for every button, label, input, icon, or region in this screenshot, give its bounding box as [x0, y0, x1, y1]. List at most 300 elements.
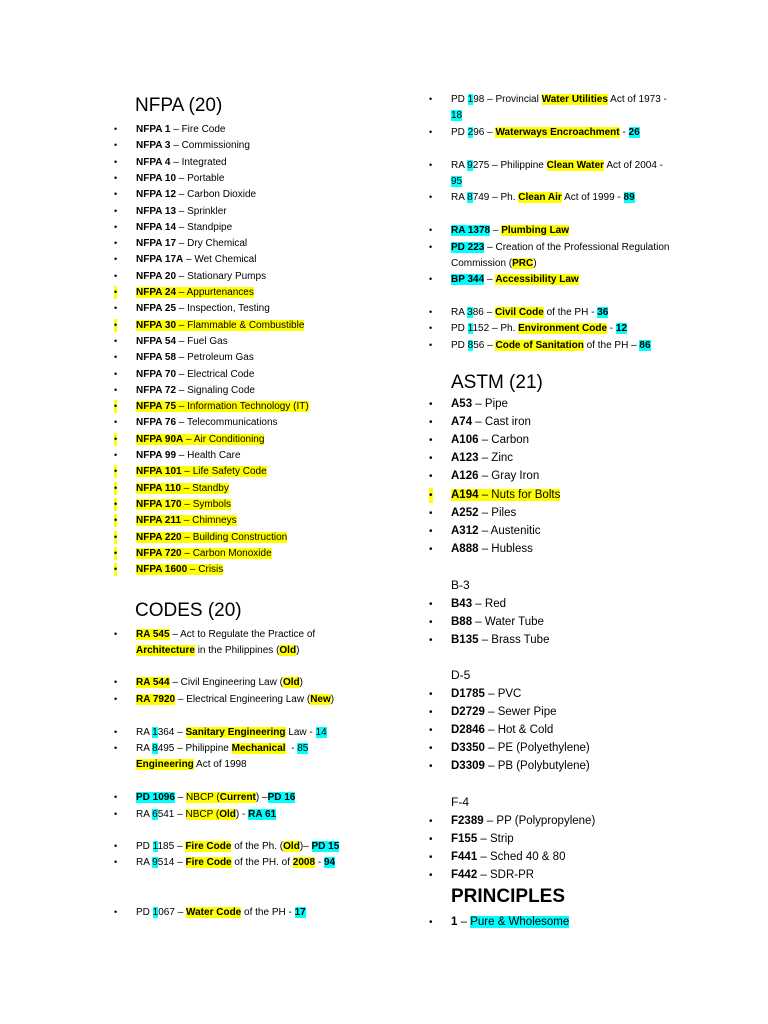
dash: – — [478, 524, 491, 537]
bullet-icon: • — [429, 761, 433, 772]
highlight: Water Code — [186, 907, 242, 918]
code-label: NFPA 25 — [136, 303, 177, 315]
list-item — [114, 302, 270, 315]
desc: Telecommunications — [186, 417, 278, 429]
dash: – — [187, 564, 199, 576]
dash: – — [478, 470, 492, 483]
bullet-icon: • — [114, 401, 118, 412]
bullet-icon: • — [114, 482, 118, 493]
list-item-content — [136, 222, 232, 233]
bullet-icon: • — [429, 852, 433, 863]
bullet-icon: • — [429, 160, 433, 170]
list-item — [429, 615, 544, 630]
desc: Crisis — [198, 564, 224, 576]
bullet-icon: • — [114, 498, 118, 509]
code-label: D1785 — [451, 688, 485, 700]
list-item-content — [136, 434, 264, 445]
dash: – — [176, 287, 187, 298]
desc: Pure & Wholesome — [470, 916, 570, 928]
code-label: BP 344 — [451, 274, 485, 285]
highlight: Clean Water — [546, 160, 605, 171]
list-item — [429, 687, 522, 702]
digit-highlight: 2 — [467, 127, 474, 138]
bullet-icon: • — [114, 303, 118, 314]
dash: – — [484, 760, 498, 772]
list-item-content — [136, 401, 309, 412]
prefix: PD — [451, 94, 468, 105]
list-item — [114, 188, 257, 201]
desc: Act to Regulate the Practice of — [180, 629, 316, 640]
code-label: F2389 — [451, 815, 484, 827]
dash: – — [170, 124, 182, 135]
number-highlight: 12 — [615, 323, 628, 334]
prefix: PD — [451, 323, 468, 334]
code-label: RA 545 — [136, 629, 170, 640]
prefix: PD — [136, 907, 153, 918]
bullet-icon: • — [114, 450, 118, 460]
bullet-icon: • — [429, 274, 433, 284]
desc: - — [609, 323, 614, 334]
list-item-content — [136, 564, 223, 575]
dash: – — [176, 270, 188, 282]
list-item-content — [451, 489, 560, 501]
desc: Sched 40 & 80 — [490, 851, 566, 863]
bullet-icon: • — [429, 453, 433, 465]
desc: Zinc — [491, 452, 514, 465]
list-item — [114, 384, 255, 397]
digits: 86 — [472, 307, 484, 318]
bullet-icon: • — [429, 725, 433, 736]
desc: Fuel Gas — [187, 335, 228, 347]
code-label: RA 1378 — [451, 225, 491, 236]
bullet-icon: • — [114, 335, 118, 346]
code-label: F442 — [451, 869, 478, 881]
number-highlight: 17 — [294, 907, 306, 918]
list-item-continuation — [136, 644, 299, 657]
desc: PB (Polybutylene) — [497, 760, 590, 772]
desc: Civil Engineering Law ( — [180, 677, 283, 688]
desc: Creation of the Professional Regulation — [495, 242, 670, 253]
highlight: NBCP ( — [185, 809, 220, 820]
bullet-icon: • — [429, 127, 433, 137]
bullet-icon: • — [429, 707, 433, 718]
desc: - — [622, 127, 626, 138]
digit-highlight: 1 — [467, 94, 474, 105]
code-label: NFPA 220 — [136, 531, 182, 543]
list-item — [429, 597, 507, 612]
bullet-icon: • — [114, 368, 118, 379]
list-item — [114, 416, 278, 429]
dash: – — [478, 452, 492, 465]
code-label: A194 — [451, 488, 479, 501]
list-item — [429, 524, 541, 539]
dash: – — [176, 205, 188, 217]
dash: – — [181, 547, 193, 559]
digits: 56 — [473, 340, 485, 351]
list-item — [429, 451, 514, 466]
prefix: RA — [451, 307, 468, 318]
desc: ) — [533, 258, 537, 269]
list-item — [114, 449, 241, 462]
highlight: Accessibility Law — [495, 274, 579, 285]
bullet-icon: • — [114, 433, 118, 444]
dash: – — [174, 907, 187, 918]
list-item-content — [451, 724, 553, 736]
desc: Act of 1973 - — [610, 94, 667, 105]
list-item — [114, 286, 254, 299]
list-item-content — [136, 385, 255, 396]
list-item — [429, 306, 609, 319]
list-item — [114, 205, 227, 218]
list-item — [114, 319, 305, 332]
dash: – — [472, 398, 485, 410]
desc: Austenitic — [490, 524, 541, 537]
list-item-content — [136, 417, 278, 428]
list-item — [429, 705, 557, 720]
number-highlight: 94 — [323, 857, 336, 868]
prefix: PD — [136, 841, 153, 852]
list-item — [114, 563, 224, 576]
prefix: RA — [451, 160, 468, 171]
list-item — [114, 531, 288, 544]
number-highlight: RA 61 — [248, 809, 277, 820]
desc: Information Technology (IT) — [187, 401, 309, 413]
highlight: Architecture — [136, 645, 195, 656]
bullet-icon: • — [429, 507, 433, 519]
desc: Electrical Engineering Law ( — [186, 694, 311, 705]
dash: – — [484, 127, 496, 138]
list-item-content — [136, 320, 304, 331]
highlight: PRC — [512, 258, 534, 269]
dash: – — [169, 629, 181, 640]
bullet-icon: • — [429, 399, 433, 410]
dash: – — [176, 335, 188, 347]
highlight: NBCP ( — [186, 792, 220, 803]
list-item — [429, 433, 530, 448]
dash: – — [174, 809, 186, 820]
dash: – — [176, 221, 188, 233]
code-label: NFPA 90A — [136, 433, 184, 445]
desc: Gray Iron — [491, 470, 540, 483]
number-highlight: 95 — [451, 176, 463, 187]
list-item-content — [136, 336, 228, 347]
dash: – — [181, 515, 193, 527]
list-item-content — [136, 466, 267, 477]
code-label: A126 — [451, 470, 479, 483]
list-item-content — [451, 598, 506, 610]
desc: Sewer Pipe — [497, 706, 557, 718]
bullet-icon: • — [429, 543, 433, 555]
code-label: A312 — [451, 524, 479, 537]
dash: – — [183, 254, 195, 266]
bullet-icon: • — [114, 515, 118, 526]
list-item-content — [451, 706, 557, 718]
dash: – — [489, 160, 501, 171]
code-label: A106 — [451, 434, 479, 447]
bullet-icon: • — [114, 140, 118, 151]
desc: Carbon Monoxide — [192, 547, 272, 559]
bullet-icon: • — [114, 629, 118, 639]
desc: Flammable & Combustible — [187, 319, 305, 331]
desc: Carbon Dioxide — [187, 189, 257, 201]
list-item-continuation — [451, 175, 462, 188]
list-item-content — [451, 851, 565, 863]
astm-f-subheading: F-4 — [451, 795, 469, 809]
highlight: Sanitary Engineering — [185, 727, 286, 738]
dash: – — [472, 616, 485, 628]
dash: – — [181, 498, 193, 510]
list-item — [429, 339, 651, 352]
dash: – — [472, 416, 485, 429]
digit-highlight: 9 — [467, 160, 473, 171]
code-label: B135 — [451, 634, 479, 646]
digits: 364 — [157, 727, 175, 738]
bullet-icon: • — [114, 270, 118, 281]
dash: – — [174, 743, 186, 754]
bullet-icon: • — [114, 531, 118, 542]
dash: – — [169, 677, 181, 688]
digit-highlight: 8 — [152, 743, 158, 754]
code-label: NFPA 13 — [136, 205, 177, 217]
bullet-icon: • — [429, 225, 433, 235]
desc: Stationary Pumps — [187, 270, 267, 282]
list-item — [429, 488, 561, 503]
digit-highlight: 8 — [467, 340, 474, 351]
list-item — [114, 253, 257, 266]
astm-d-subheading: D-5 — [451, 668, 471, 682]
desc: of the PH - — [546, 307, 595, 318]
desc: Building Construction — [192, 531, 288, 543]
desc: Act of 1998 — [196, 759, 247, 770]
code-label: NFPA 1 — [136, 124, 171, 135]
highlight: Fire Code — [185, 841, 232, 852]
digits: 749 — [472, 192, 490, 203]
dash: – — [174, 841, 186, 852]
dash: – — [174, 857, 186, 868]
code-label: NFPA 58 — [136, 352, 177, 364]
code-label: 1 — [451, 916, 458, 928]
highlight: Plumbing Law — [501, 225, 570, 236]
list-item — [114, 498, 232, 511]
bullet-icon: • — [429, 599, 433, 610]
list-item-content — [451, 916, 569, 928]
list-item — [429, 814, 596, 829]
bullet-icon: • — [429, 435, 433, 447]
desc: Brass Tube — [491, 634, 550, 646]
number-highlight: 89 — [623, 192, 635, 203]
desc: Act of 1999 - — [564, 192, 621, 203]
dash: – — [484, 706, 498, 718]
dash: – — [176, 384, 188, 396]
dash: – — [478, 542, 492, 555]
dash: – — [176, 189, 188, 201]
bullet-icon: • — [114, 384, 118, 395]
code-label: NFPA 101 — [136, 466, 182, 478]
list-item — [114, 791, 296, 804]
list-item-content — [136, 515, 237, 526]
list-item-content — [451, 634, 549, 646]
dash: – — [170, 140, 182, 152]
code-label: B88 — [451, 616, 473, 628]
desc: Water Tube — [484, 616, 544, 628]
list-item-content — [451, 525, 541, 537]
code-label: NFPA 12 — [136, 189, 177, 201]
list-item-continuation — [136, 758, 247, 771]
astm-heading: ASTM (21) — [451, 372, 543, 393]
code-label: NFPA 72 — [136, 384, 177, 396]
desc: Ph. — [500, 192, 516, 203]
digit-highlight: 6 — [152, 809, 158, 820]
digits: 541 — [157, 809, 175, 820]
prefix: RA — [136, 727, 153, 738]
highlight: Old — [219, 809, 236, 820]
code-label: NFPA 110 — [136, 482, 182, 494]
list-item-content — [136, 206, 227, 217]
code-label: D3309 — [451, 760, 485, 772]
list-item — [114, 351, 254, 364]
list-item-content — [136, 254, 256, 265]
list-item — [114, 547, 272, 560]
list-item — [114, 400, 309, 413]
list-item — [429, 506, 517, 521]
dash: – — [478, 434, 492, 447]
highlight: Engineering — [136, 759, 194, 770]
list-item-content — [451, 742, 590, 754]
dash: – — [477, 869, 491, 881]
desc: Life Safety Code — [192, 466, 267, 478]
dash: – — [483, 307, 495, 318]
bullet-icon: • — [429, 870, 433, 881]
code-label: B43 — [451, 598, 473, 610]
list-item — [114, 840, 340, 853]
dash: – — [489, 323, 501, 334]
dash: – — [176, 417, 187, 429]
dash: – — [489, 192, 501, 203]
desc: Air Conditioning — [193, 433, 265, 445]
bullet-icon: • — [429, 617, 433, 628]
list-item — [114, 433, 265, 446]
number-highlight: 85 — [297, 743, 309, 754]
digit-highlight: 9 — [152, 857, 158, 868]
digits: 067 — [158, 907, 175, 918]
dash: – — [484, 688, 498, 700]
bullet-icon: • — [429, 94, 433, 104]
bullet-icon: • — [429, 743, 433, 754]
bullet-icon: • — [114, 857, 118, 867]
desc: ) — [330, 694, 335, 705]
dash: – — [484, 242, 496, 253]
desc: Sprinkler — [187, 205, 227, 217]
bullet-icon: • — [429, 307, 433, 317]
dash: – — [176, 319, 188, 331]
dash: – — [477, 833, 491, 845]
dash: – — [176, 368, 188, 380]
highlight: Code of Sanitation — [495, 340, 584, 351]
list-item — [429, 126, 640, 139]
list-item-content — [136, 548, 272, 559]
code-label: A123 — [451, 452, 479, 465]
code-label: NFPA 30 — [136, 319, 177, 331]
bullet-icon: • — [114, 792, 118, 802]
bullet-icon: • — [429, 417, 433, 429]
bullet-icon: • — [429, 816, 433, 827]
list-item — [429, 723, 554, 738]
digit-highlight: 8 — [467, 192, 473, 203]
list-item-content — [136, 124, 225, 135]
list-item — [429, 915, 570, 930]
code-label: D2846 — [451, 724, 485, 736]
bullet-icon: • — [114, 189, 118, 200]
principles-heading: PRINCIPLES — [451, 886, 566, 907]
code-label: RA 544 — [136, 677, 170, 688]
bullet-icon: • — [114, 466, 118, 477]
digits: 98 — [473, 94, 485, 105]
highlight: 2008 — [292, 857, 316, 868]
code-label: NFPA 170 — [136, 498, 182, 510]
list-item-content — [451, 688, 521, 700]
list-item — [114, 123, 226, 136]
desc: Commissioning — [181, 140, 250, 152]
bullet-icon: • — [114, 205, 118, 216]
bullet-icon: • — [114, 743, 118, 753]
digits: 96 — [473, 127, 485, 138]
desc: - — [317, 857, 322, 868]
list-item-content — [451, 416, 531, 428]
bullet-icon: • — [429, 689, 433, 700]
dash: – — [175, 694, 187, 705]
list-item — [429, 759, 590, 774]
prefix: RA — [136, 809, 153, 820]
list-item — [429, 415, 531, 430]
bullet-icon: • — [429, 489, 433, 501]
dash: – — [176, 238, 188, 250]
dash: – — [478, 506, 492, 519]
desc: Carbon — [491, 434, 530, 447]
desc: Health Care — [187, 450, 241, 461]
desc: Philippine — [500, 160, 544, 171]
list-item — [114, 906, 306, 919]
code-label: A888 — [451, 542, 479, 555]
dash: – — [478, 488, 492, 501]
desc: Law - — [288, 727, 313, 738]
prefix: RA — [136, 743, 153, 754]
list-item-content — [451, 869, 534, 881]
desc: Standpipe — [187, 221, 233, 233]
dash: – — [176, 401, 188, 413]
prefix: RA — [451, 192, 468, 203]
code-label: D3350 — [451, 742, 485, 754]
list-item — [114, 335, 228, 348]
desc: ) — [299, 677, 303, 688]
list-item-content — [136, 173, 224, 184]
number-highlight: 26 — [628, 127, 640, 138]
bullet-icon: • — [429, 635, 433, 646]
list-item-content — [451, 452, 513, 464]
dash: – — [484, 274, 496, 285]
list-item-content — [451, 616, 544, 628]
astm-b-subheading: B-3 — [451, 578, 470, 592]
desc: PE (Polyethylene) — [497, 742, 590, 754]
desc: Cast iron — [484, 416, 531, 429]
desc: Strip — [490, 833, 514, 845]
desc: Wet Chemical — [194, 254, 257, 266]
bullet-icon: • — [429, 242, 433, 252]
highlight: Old — [282, 677, 300, 688]
dash: – — [174, 792, 187, 803]
list-item — [114, 808, 277, 821]
code-label: NFPA 14 — [136, 221, 177, 233]
desc: Inspection, Testing — [187, 303, 270, 315]
